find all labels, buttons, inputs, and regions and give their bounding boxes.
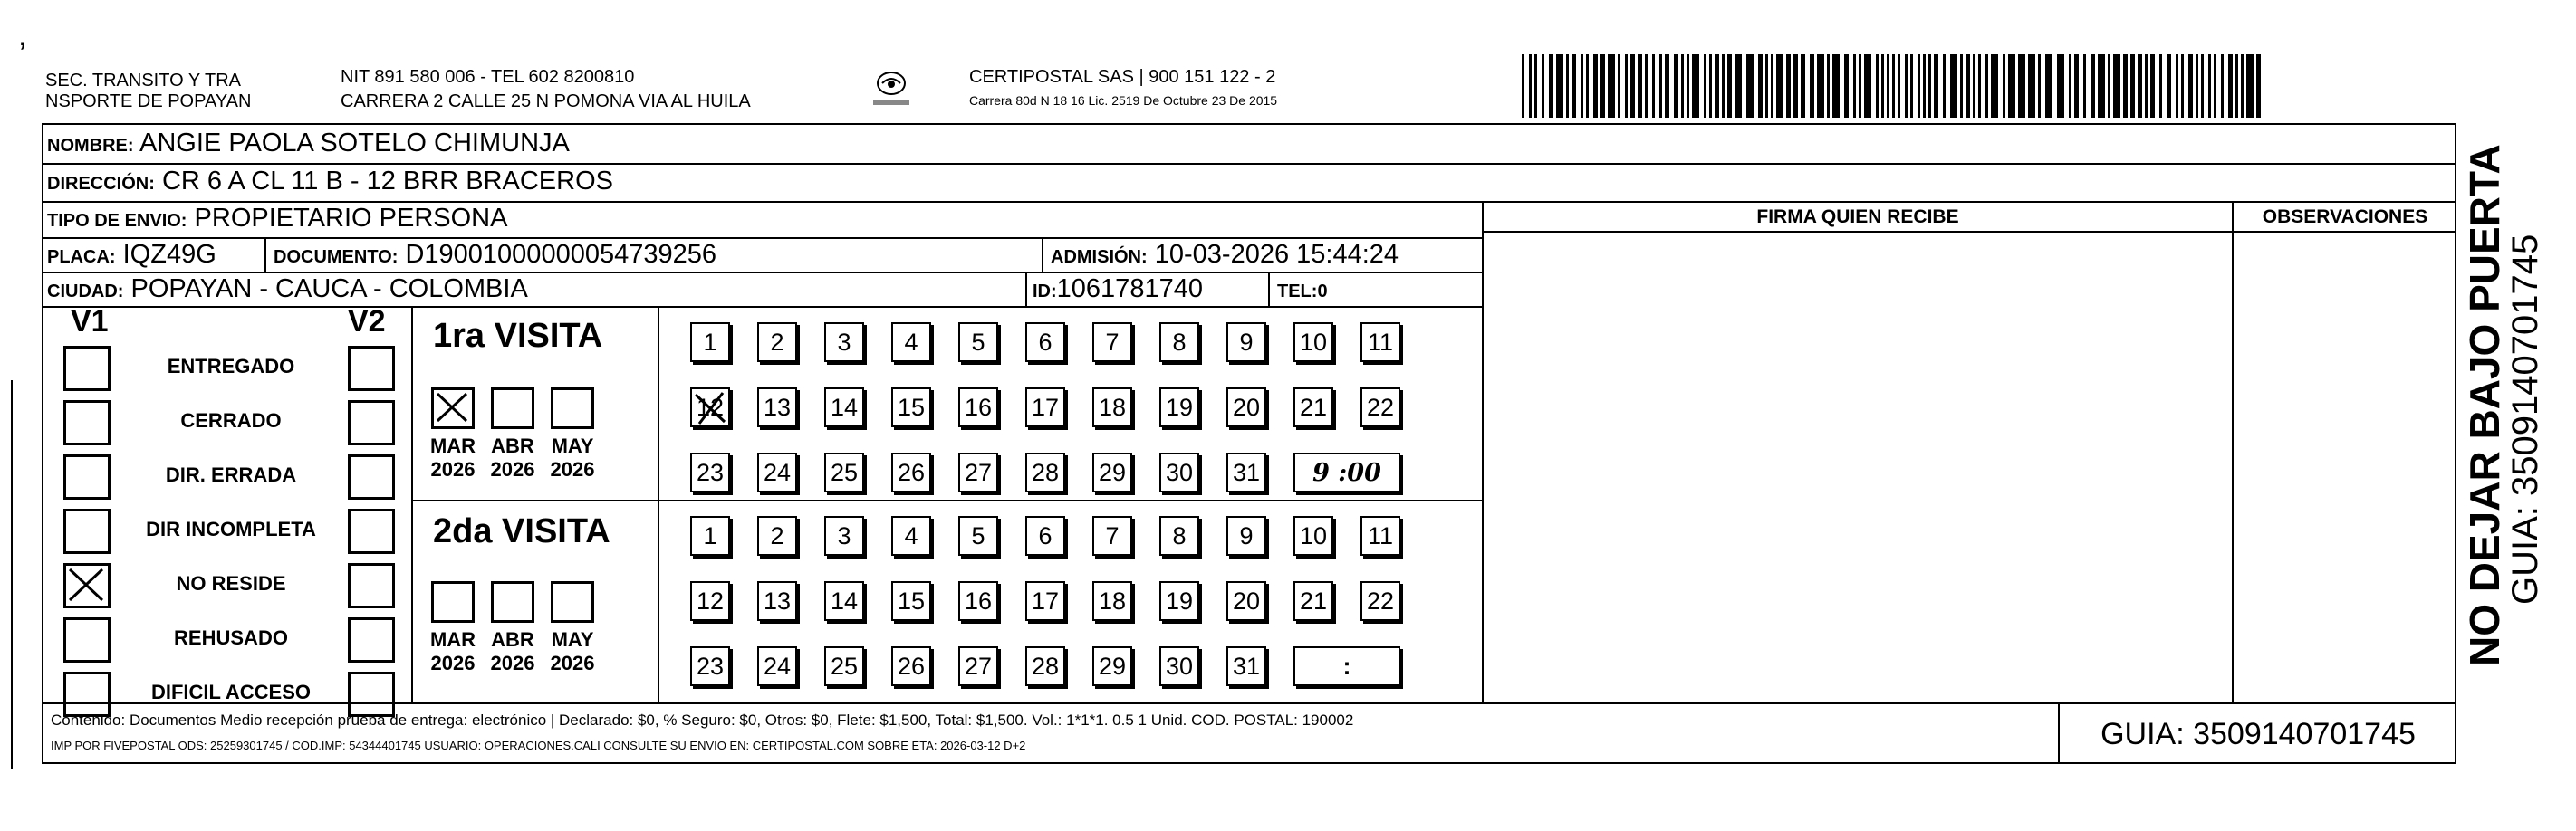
barcode-bar	[1704, 54, 1706, 118]
barcode-bar	[1572, 54, 1576, 118]
col-divider	[411, 306, 413, 702]
barcode-bar	[2045, 54, 2052, 118]
day-box[interactable]: 27	[958, 453, 998, 492]
barcode-bar	[1810, 54, 1814, 118]
barcode-bar	[1586, 54, 1589, 118]
v2-checkbox[interactable]	[348, 400, 395, 445]
barcode-bar	[1765, 54, 1768, 118]
barcode-bar	[1943, 54, 1946, 118]
barcode-bar	[1966, 54, 1970, 118]
courier-license: Carrera 80d N 18 16 Lic. 2519 De Octubre 23 De 2015	[969, 93, 1278, 108]
barcode-bar	[1600, 54, 1605, 118]
barcode-bar	[1593, 54, 1598, 118]
day-box[interactable]: 17	[1025, 387, 1065, 427]
day-box[interactable]: 9	[1226, 516, 1266, 556]
placa-value: IQZ49G	[122, 240, 216, 269]
barcode-bar	[1960, 54, 1963, 118]
month-caption	[545, 435, 600, 482]
barcode-bar	[2241, 54, 2244, 118]
certipostal-logo-icon	[870, 69, 913, 112]
barcode-bar	[1652, 54, 1655, 118]
col-divider	[1482, 201, 1484, 702]
barcode-bar	[1928, 54, 1931, 118]
day-box[interactable]: 13	[757, 581, 797, 621]
v2-checkbox[interactable]	[348, 346, 395, 391]
day-box[interactable]: 18	[1092, 387, 1132, 427]
imp-text: IMP POR FIVEPOSTAL ODS: 25259301745 / COD.IMP: 54344401745 USUARIO: OPERACIONES.CALI CONSULTE SU ENVIO EN: CERTIPOSTAL.COM SOBRE ETA: 2026-03-12 D+2	[51, 739, 1026, 752]
barcode-bar	[1844, 54, 1849, 118]
barcode-bar	[2246, 54, 2254, 118]
barcode-bar	[1892, 54, 1895, 118]
day-box[interactable]: 1	[690, 322, 730, 362]
month-checkbox[interactable]	[551, 581, 594, 623]
nombre-value: ANGIE PAOLA SOTELO CHIMUNJA	[139, 129, 570, 158]
barcode-bar	[1978, 54, 1981, 118]
day-box[interactable]: 7	[1092, 322, 1132, 362]
barcode-bar	[1674, 54, 1678, 118]
barcode-bar	[1638, 54, 1642, 118]
day-box[interactable]: 1	[690, 516, 730, 556]
barcode-bar	[2159, 54, 2162, 118]
year-label: 2026	[550, 652, 595, 674]
visit-2-title: 2da VISITA	[433, 512, 610, 550]
day-box[interactable]: 13	[757, 387, 797, 427]
month-caption	[426, 628, 480, 675]
barcode-bar	[1864, 54, 1871, 118]
year-label: 2026	[430, 652, 476, 674]
barcode-bar	[2214, 54, 2216, 118]
barcode-bar	[2188, 54, 2193, 118]
day-box[interactable]: 30	[1159, 646, 1199, 686]
reason-label: NO RESIDE	[176, 572, 286, 595]
day-box[interactable]: 29	[1092, 453, 1132, 492]
ciudad-label: CIUDAD:	[47, 282, 124, 301]
v2-checkbox[interactable]	[348, 563, 395, 608]
barcode-bar	[2201, 54, 2204, 118]
year-label: 2026	[490, 458, 535, 481]
nombre-label: NOMBRE:	[47, 136, 134, 156]
month-label: ABR	[491, 628, 534, 651]
v2-label: V2	[348, 304, 386, 339]
barcode-bar	[1709, 54, 1712, 118]
day-box[interactable]: 23	[690, 646, 730, 686]
month-checkbox[interactable]	[491, 387, 534, 429]
day-box[interactable]: 21	[1293, 581, 1333, 621]
barcode-bar	[1522, 54, 1524, 118]
direccion-label: DIRECCIÓN:	[47, 174, 155, 194]
placa-label: PLACA:	[47, 247, 116, 267]
admision-value: 10-03-2026 15:44:24	[1154, 240, 1399, 269]
day-box[interactable]: 18	[1092, 581, 1132, 621]
barcode-bar	[2221, 54, 2224, 118]
reason-label: DIR INCOMPLETA	[146, 518, 316, 540]
v1-checkbox[interactable]	[63, 617, 111, 663]
barcode-bar	[2018, 54, 2025, 118]
barcode-bar	[2235, 54, 2238, 118]
barcode-bar	[1681, 54, 1684, 118]
month-label: MAY	[551, 628, 594, 651]
issuer-line-1: SEC. TRANSITO Y TRA	[45, 71, 241, 91]
month-caption	[485, 435, 540, 482]
day-box[interactable]: 14	[824, 387, 864, 427]
issuer-line-2: NSPORTE DE POPAYAN	[45, 91, 252, 111]
barcode-bar	[2196, 54, 2198, 118]
v1-checkbox[interactable]	[63, 454, 111, 500]
day-box[interactable]: 8	[1159, 516, 1199, 556]
v2-checkbox[interactable]	[348, 672, 395, 717]
barcode-bar	[1608, 54, 1615, 118]
placa-row	[47, 240, 216, 272]
direccion-value: CR 6 A CL 11 B - 12 BRR BRACEROS	[161, 167, 613, 196]
barcode-bar	[1898, 54, 1900, 118]
barcode-bar	[2069, 54, 2071, 118]
time-box[interactable]: 9 :00	[1293, 453, 1400, 492]
barcode-bar	[2176, 54, 2178, 118]
nombre-row	[47, 129, 570, 160]
row-divider	[411, 500, 1484, 501]
day-box[interactable]: 5	[958, 322, 998, 362]
barcode-bar	[1881, 54, 1884, 118]
barcode-bar	[1887, 54, 1889, 118]
barcode-bar	[1692, 54, 1699, 118]
barcode-bar	[1918, 54, 1920, 118]
day-box[interactable]: 3	[824, 516, 864, 556]
id-label: ID:	[1033, 282, 1057, 301]
ciudad-value: POPAYAN - CAUCA - COLOMBIA	[130, 274, 528, 303]
barcode-bar	[2074, 54, 2079, 118]
barcode-bar	[2208, 54, 2211, 118]
barcode-icon	[1522, 54, 2264, 118]
day-box[interactable]: 10	[1293, 322, 1333, 362]
month-checkbox[interactable]	[431, 581, 475, 623]
ciudad-row	[47, 274, 528, 306]
day-box[interactable]: 9	[1226, 322, 1266, 362]
barcode-bar	[1746, 54, 1754, 118]
day-box[interactable]: 4	[891, 516, 931, 556]
barcode-bar	[1727, 54, 1732, 118]
barcode-bar	[1776, 54, 1783, 118]
day-box[interactable]: 24	[757, 453, 797, 492]
firma-label: FIRMA QUIEN RECIBE	[1756, 206, 1959, 227]
barcode-bar	[1876, 54, 1879, 118]
tel-label: TEL:	[1277, 282, 1318, 301]
day-box[interactable]: 5	[958, 516, 998, 556]
admision-row	[1051, 240, 1399, 272]
barcode-bar	[1630, 54, 1635, 118]
month-label: MAR	[429, 435, 476, 457]
barcode-bar	[1950, 54, 1957, 118]
day-box[interactable]: 2	[757, 516, 797, 556]
barcode-bar	[1923, 54, 1926, 118]
admision-label: ADMISIÓN:	[1051, 247, 1148, 267]
v1-checkbox[interactable]	[63, 400, 111, 445]
tipo-row	[47, 204, 507, 235]
barcode-bar	[1722, 54, 1725, 118]
barcode-bar	[1687, 54, 1689, 118]
reason-label: CERRADO	[180, 409, 282, 432]
barcode-bar	[1645, 54, 1648, 118]
day-box[interactable]: 20	[1226, 387, 1266, 427]
side-notice: NO DEJAR BAJO PUERTA	[2461, 144, 2508, 666]
v1-label: V1	[71, 304, 109, 339]
reason-label: DIR. ERRADA	[165, 463, 297, 486]
day-box[interactable]: 10	[1293, 516, 1333, 556]
tipo-label: TIPO DE ENVIO:	[47, 211, 187, 231]
day-box[interactable]: 25	[824, 646, 864, 686]
day-box[interactable]: 25	[824, 453, 864, 492]
barcode-bar	[2003, 54, 2005, 118]
day-box[interactable]: 19	[1159, 581, 1199, 621]
barcode-bar	[1985, 54, 1988, 118]
barcode-bar	[1910, 54, 1913, 118]
barcode-bar	[2038, 54, 2041, 118]
row-divider	[1484, 231, 2456, 233]
day-box[interactable]: 24	[757, 646, 797, 686]
barcode-bar	[1566, 54, 1569, 118]
row-divider	[42, 237, 1484, 239]
barcode-bar	[1793, 54, 1798, 118]
barcode-bar	[1581, 54, 1583, 118]
day-box[interactable]: 17	[1025, 581, 1065, 621]
guia-footer: GUIA: 3509140701745	[2100, 716, 2416, 751]
documento-label: DOCUMENTO:	[274, 247, 399, 267]
reason-label: DIFICIL ACCESO	[150, 681, 311, 703]
barcode-bar	[2008, 54, 2015, 118]
barcode-bar	[1853, 54, 1856, 118]
day-box[interactable]: 14	[824, 581, 864, 621]
documento-value: D19001000000054739256	[405, 240, 716, 269]
day-box[interactable]: 19	[1159, 387, 1199, 427]
barcode-bar	[1827, 54, 1830, 118]
barcode-bar	[2181, 54, 2184, 118]
col-divider	[1268, 272, 1270, 308]
day-box[interactable]: 22	[1360, 387, 1400, 427]
day-box[interactable]: 29	[1092, 646, 1132, 686]
barcode-bar	[2228, 54, 2233, 118]
id-row	[1033, 274, 1203, 306]
day-box[interactable]: 31	[1226, 646, 1266, 686]
barcode-bar	[1735, 54, 1742, 118]
v2-checkbox[interactable]	[348, 509, 395, 554]
barcode-bar	[1529, 54, 1532, 118]
barcode-bar	[2123, 54, 2128, 118]
month-caption	[426, 435, 480, 482]
barcode-bar	[1771, 54, 1773, 118]
month-label: MAY	[551, 435, 594, 457]
barcode-bar	[2098, 54, 2105, 118]
day-box[interactable]: 21	[1293, 387, 1333, 427]
barcode-bar	[2150, 54, 2155, 118]
day-box[interactable]: 6	[1025, 322, 1065, 362]
day-box[interactable]: 20	[1226, 581, 1266, 621]
day-box[interactable]: 22	[1360, 581, 1400, 621]
year-label: 2026	[430, 458, 476, 481]
day-box[interactable]: 15	[891, 581, 931, 621]
contenido-text: Contenido: Documentos Medio recepción prueba de entrega: electrónico | Declarado: $0, % Seguro: $0, Otros: $0, Flete: $1,500, Total: $1,500. Vol.: 1*1*1. 0.5 1 Unid. COD. POSTAL: 190002	[51, 712, 1354, 729]
barcode-bar	[1832, 54, 1840, 118]
barcode-bar	[1618, 54, 1620, 118]
day-box[interactable]: 23	[690, 453, 730, 492]
observaciones-label: OBSERVACIONES	[2262, 206, 2428, 227]
v2-checkbox[interactable]	[348, 617, 395, 663]
margin-line	[11, 380, 13, 769]
courier-name: CERTIPOSTAL SAS | 900 151 122 - 2	[969, 67, 1276, 87]
barcode-bar	[2091, 54, 2095, 118]
side-guia: GUIA: 3509140701745	[2505, 234, 2545, 605]
barcode-bar	[1859, 54, 1861, 118]
barcode-bar	[1817, 54, 1824, 118]
day-box[interactable]: 26	[891, 453, 931, 492]
month-checkbox[interactable]	[491, 581, 534, 623]
day-box[interactable]: 26	[891, 646, 931, 686]
barcode-bar	[2028, 54, 2035, 118]
barcode-bar	[2113, 54, 2120, 118]
barcode-bar	[2083, 54, 2086, 118]
day-box[interactable]: 7	[1092, 516, 1132, 556]
day-box[interactable]: 2	[757, 322, 797, 362]
barcode-bar	[1801, 54, 1805, 118]
barcode-bar	[1715, 54, 1719, 118]
col-divider	[1042, 237, 1043, 273]
reason-label: ENTREGADO	[167, 355, 295, 377]
issuer-address: CARRERA 2 CALLE 25 N POMONA VIA AL HUILA	[341, 91, 751, 111]
barcode-bar	[1549, 54, 1553, 118]
id-value: 1061781740	[1056, 274, 1203, 303]
v2-checkbox[interactable]	[348, 454, 395, 500]
barcode-bar	[1991, 54, 1998, 118]
day-box[interactable]: 28	[1025, 453, 1065, 492]
day-box[interactable]: 16	[958, 581, 998, 621]
barcode-bar	[1556, 54, 1563, 118]
barcode-bar	[1534, 54, 1537, 118]
col-divider	[658, 306, 659, 702]
barcode-bar	[1542, 54, 1544, 118]
barcode-bar	[1786, 54, 1791, 118]
row-divider	[42, 201, 2456, 203]
month-checkbox[interactable]	[431, 387, 475, 429]
day-box[interactable]: 11	[1360, 322, 1400, 362]
month-checkbox[interactable]	[551, 387, 594, 429]
day-box[interactable]: 12	[690, 387, 730, 427]
v1-checkbox[interactable]	[63, 346, 111, 391]
col-divider	[264, 237, 266, 273]
day-box[interactable]: 6	[1025, 516, 1065, 556]
day-box[interactable]: 4	[891, 322, 931, 362]
col-divider	[2232, 201, 2234, 702]
nit-tel: NIT 891 580 006 - TEL 602 8200810	[341, 67, 635, 87]
year-label: 2026	[550, 458, 595, 481]
day-box[interactable]: 28	[1025, 646, 1065, 686]
row-divider	[42, 163, 2456, 165]
documento-row	[274, 240, 716, 272]
day-box[interactable]: 8	[1159, 322, 1199, 362]
col-divider	[1025, 272, 1027, 308]
barcode-bar	[1934, 54, 1938, 118]
day-box[interactable]: 16	[958, 387, 998, 427]
time-box[interactable]: :	[1293, 646, 1400, 686]
barcode-bar	[2130, 54, 2135, 118]
v1-checkbox[interactable]	[63, 509, 111, 554]
tipo-value: PROPIETARIO PERSONA	[194, 204, 508, 233]
barcode-bar	[1905, 54, 1908, 118]
barcode-bar	[1758, 54, 1763, 118]
barcode-bar	[1665, 54, 1669, 118]
reason-label: REHUSADO	[174, 626, 288, 649]
month-label: ABR	[491, 435, 534, 457]
barcode-bar	[1659, 54, 1662, 118]
v1-checkbox[interactable]	[63, 563, 111, 608]
day-box[interactable]: 15	[891, 387, 931, 427]
direccion-row	[47, 167, 613, 198]
day-box[interactable]: 27	[958, 646, 998, 686]
barcode-bar	[2057, 54, 2064, 118]
barcode-bar	[1973, 54, 1975, 118]
tel-value: 0	[1317, 282, 1328, 301]
month-label: MAR	[429, 628, 476, 651]
visit-1-title: 1ra VISITA	[433, 317, 603, 355]
corner-mark: ʼ	[16, 36, 27, 73]
barcode-bar	[2138, 54, 2142, 118]
day-box[interactable]: 11	[1360, 516, 1400, 556]
day-box[interactable]: 31	[1226, 453, 1266, 492]
barcode-bar	[1625, 54, 1628, 118]
tel-row	[1277, 274, 1328, 306]
barcode-bar	[2167, 54, 2171, 118]
day-box[interactable]: 12	[690, 581, 730, 621]
year-label: 2026	[490, 652, 535, 674]
barcode-bar	[2108, 54, 2110, 118]
v1-checkbox[interactable]	[63, 672, 111, 717]
month-caption	[545, 628, 600, 675]
barcode-bar	[2256, 54, 2261, 118]
day-box[interactable]: 30	[1159, 453, 1199, 492]
day-box[interactable]: 3	[824, 322, 864, 362]
month-caption	[485, 628, 540, 675]
barcode-bar	[2145, 54, 2148, 118]
